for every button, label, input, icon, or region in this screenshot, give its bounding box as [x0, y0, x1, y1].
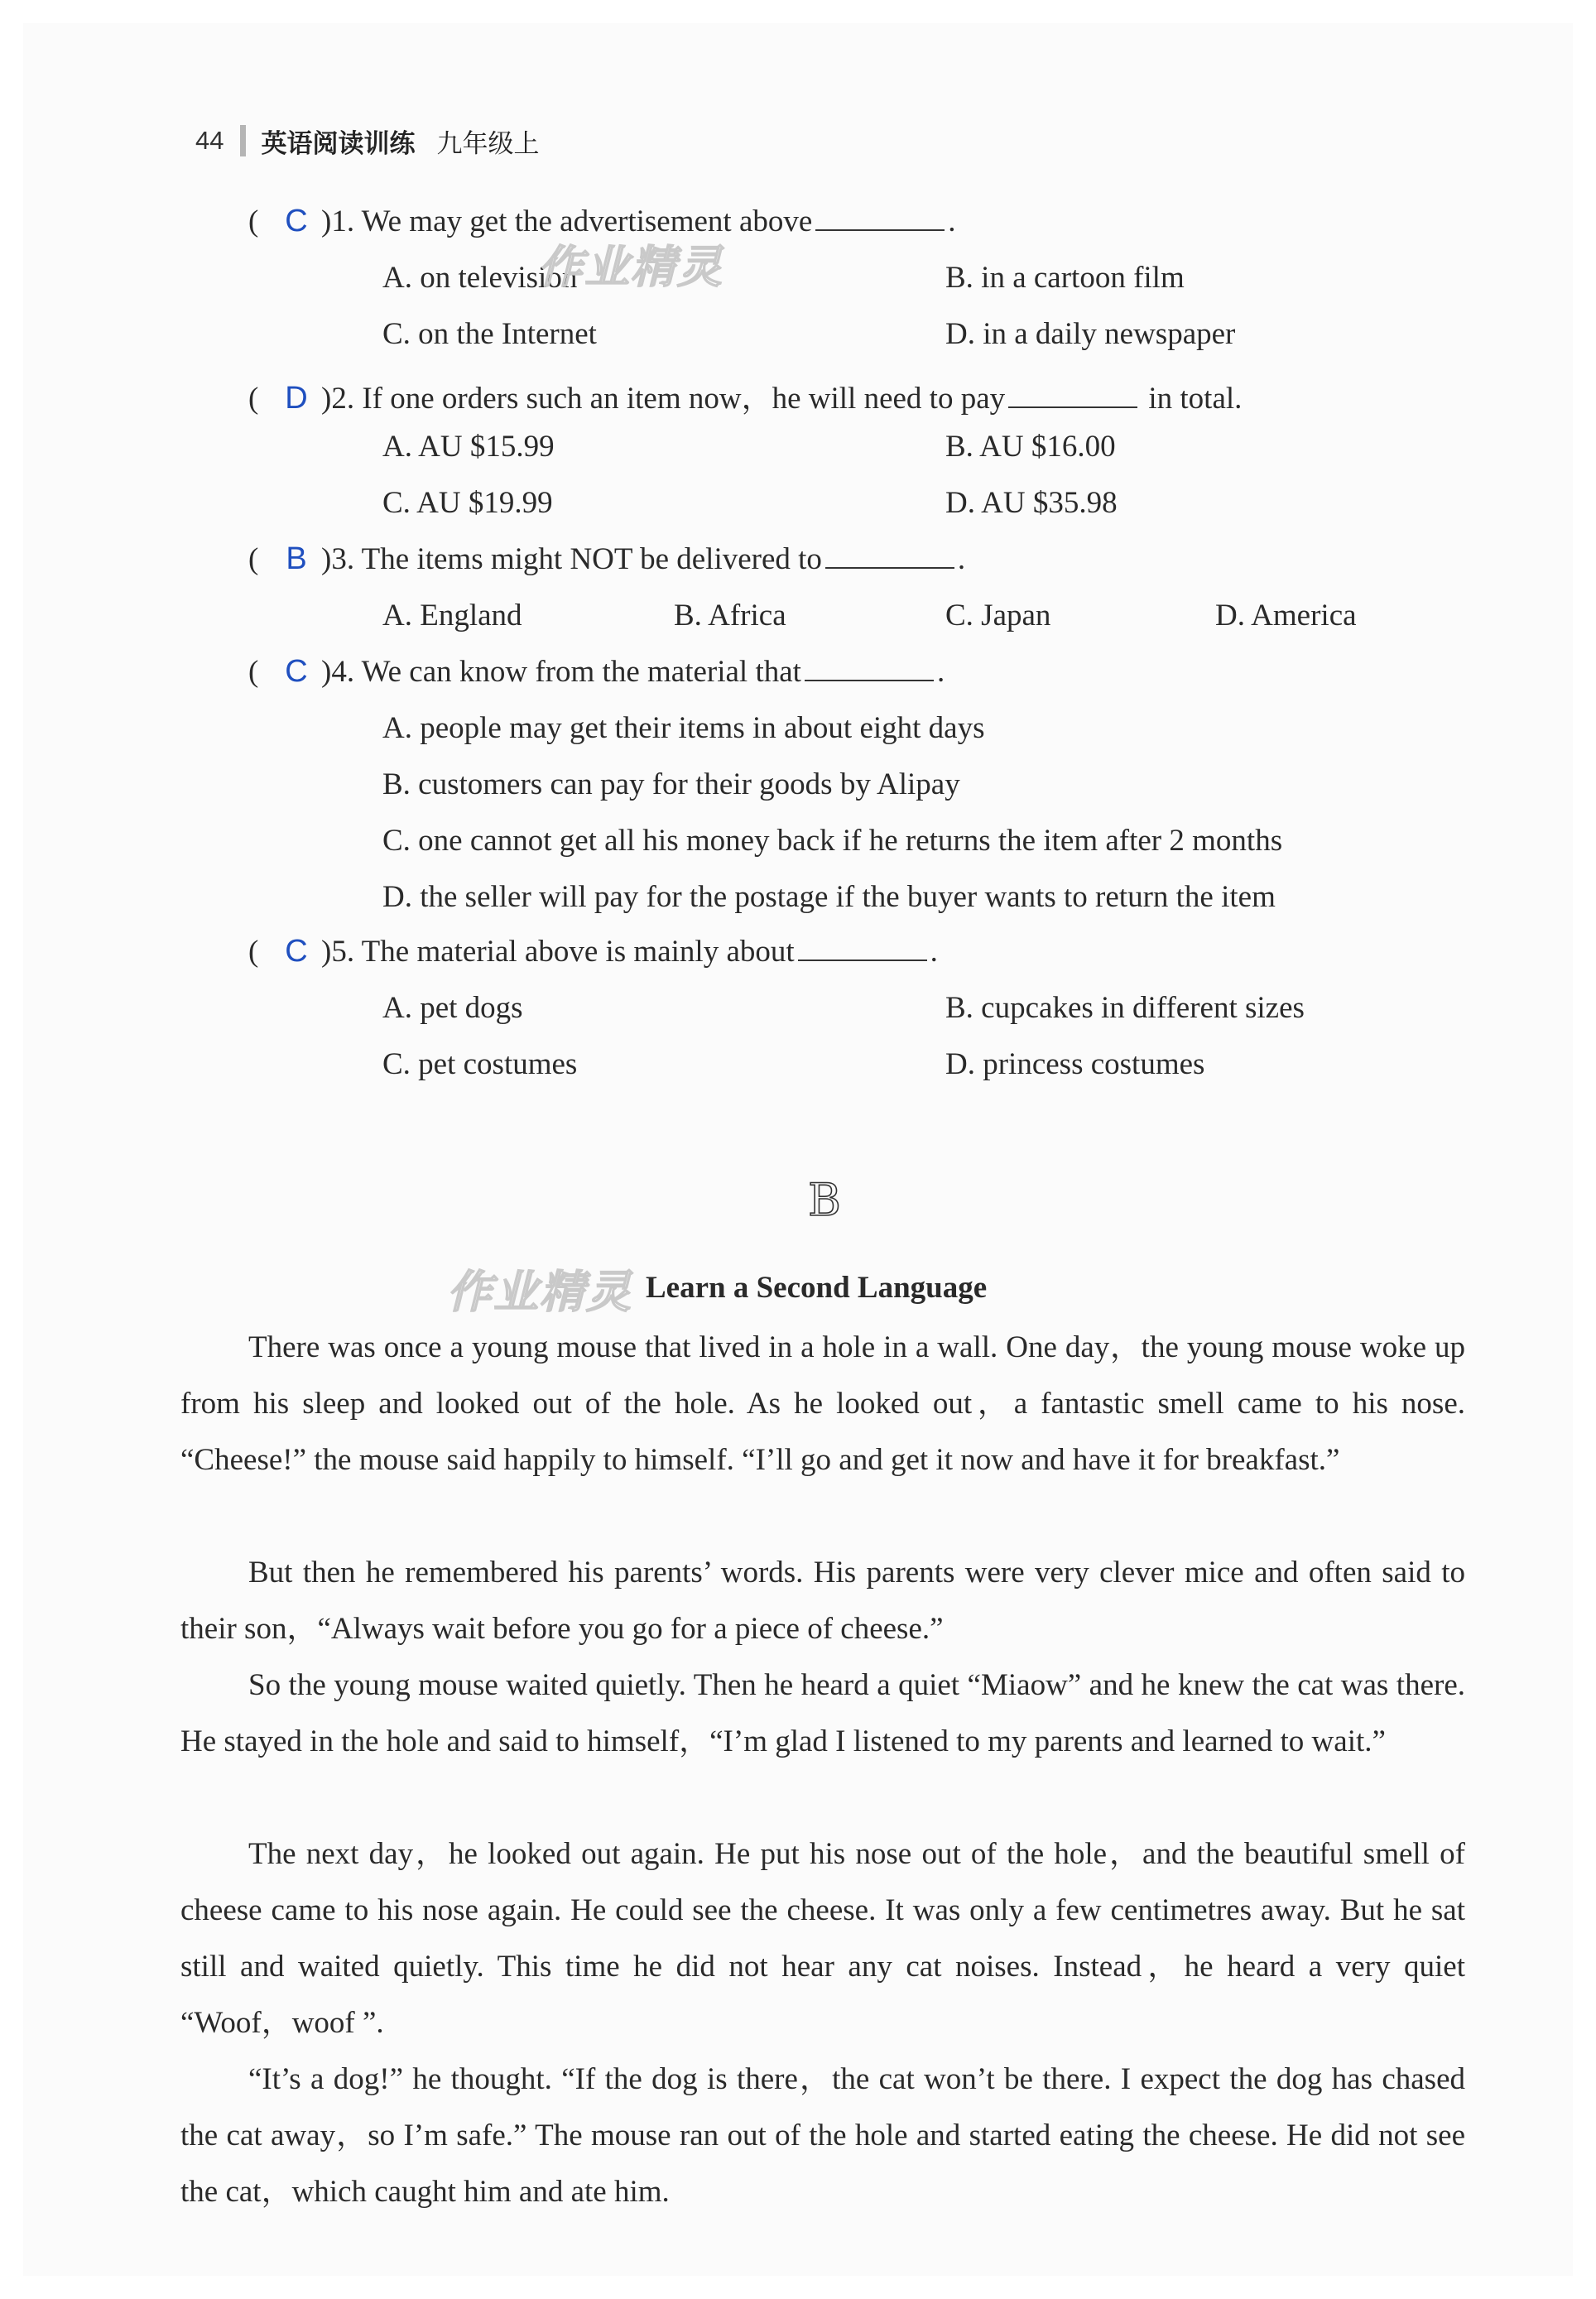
option-d: D. AU $35.98	[945, 486, 1118, 520]
option-d: D. America	[1215, 599, 1357, 632]
grade-label: 九年级上	[436, 128, 540, 159]
question-1: ( C )1. We may get the advertisement above .	[248, 204, 956, 238]
option-c: C. Japan	[945, 599, 1051, 632]
answer-mark: C	[285, 934, 308, 969]
option-c: C. pet costumes	[382, 1047, 578, 1081]
book-title: 英语阅读训练	[261, 128, 416, 159]
passage-paragraph: There was once a young mouse that lived in a hole in a wall. One day，the young mouse woke up from his sleep and looked out of the hole. As he looked out，a fantastic smell came to his nose. “Cheese!” the mouse said happily to himself. “I’ll go and get it now and have it for breakfast.”	[180, 1330, 1465, 1477]
answer-blank	[815, 206, 945, 231]
option-d: D. the seller will pay for the postage if the buyer wants to return the item	[382, 880, 1276, 914]
option-b: B. cupcakes in different sizes	[945, 991, 1305, 1025]
answer-mark: D	[285, 381, 308, 416]
option-a: A. England	[382, 599, 522, 632]
option-c: C. on the Internet	[382, 317, 597, 351]
option-d: D. princess costumes	[945, 1047, 1205, 1081]
watermark-logo: 作业精灵	[447, 1266, 632, 1318]
page-number: 44	[195, 126, 224, 155]
passage-paragraph: “It’s a dog!” he thought. “If the dog is there，the cat won’t be there. I expect the dog has chased the cat away，so I’m safe.” The mouse ran out of the hole and started eating the cheese. He did not see the cat，which caught him and ate him.	[180, 2062, 1465, 2209]
answer-blank	[825, 544, 954, 569]
answer-mark: C	[285, 204, 308, 238]
watermark-logo: 作业精灵	[538, 241, 723, 293]
option-c: C. AU $19.99	[382, 486, 553, 520]
passage-paragraph: The next day，he looked out again. He put his nose out of the hole，and the beautiful smell of cheese came to his nose again. He could see the cheese. It was only a few centimetres away. But he sat still and waited quietly. This time he did not hear any cat noises. Instead，he heard a very quiet “Woof，woof ”.	[180, 1837, 1465, 2040]
answer-blank	[798, 936, 927, 961]
question-stem: The items might NOT be delivered to	[361, 542, 822, 576]
answer-blank	[805, 657, 934, 681]
option-b: B. AU $16.00	[945, 430, 1116, 464]
option-a: A. AU $15.99	[382, 430, 555, 464]
answer-mark: C	[285, 654, 308, 689]
option-b: B. in a cartoon film	[945, 261, 1185, 295]
option-a: A. pet dogs	[382, 991, 523, 1025]
question-4: ( C )4. We can know from the material that .	[248, 654, 945, 689]
option-b: B. Africa	[674, 599, 786, 632]
option-a: A. people may get their items in about eight days	[382, 711, 985, 745]
question-stem: We may get the advertisement above	[361, 204, 813, 238]
passage-paragraph: So the young mouse waited quietly. Then he heard a quiet “Miaow” and he knew the cat was there. He stayed in the hole and said to himself，“I’m glad I listened to my parents and learned to wait.”	[180, 1668, 1465, 1758]
section-b-mark	[800, 1176, 849, 1225]
section-letter	[800, 1176, 849, 1229]
option-b: B. customers can pay for their goods by Alipay	[382, 767, 960, 801]
question-stem: The material above is mainly about	[361, 935, 795, 969]
passage-paragraph: But then he remembered his parents’ words. His parents were very clever mice and often said to their son，“Always wait before you go for a piece of cheese.”	[180, 1556, 1465, 1646]
svg-text:B: B	[808, 1176, 841, 1225]
question-2: ( D )2. If one orders such an item now，he will need to pay in total.	[248, 381, 1243, 416]
answer-mark: B	[286, 541, 307, 576]
header-divider	[240, 125, 246, 156]
question-3: ( B )3. The items might NOT be delivered to .	[248, 541, 966, 576]
passage-title: Learn a Second Language	[646, 1271, 988, 1305]
question-5: ( C )5. The material above is mainly about .	[248, 934, 938, 969]
question-stem: We can know from the material that	[361, 655, 801, 689]
page-header	[195, 123, 539, 159]
answer-blank	[1008, 383, 1137, 408]
option-d: D. in a daily newspaper	[945, 317, 1236, 351]
question-stem: If one orders such an item now，he will need to pay	[362, 382, 1006, 416]
option-c: C. one cannot get all his money back if he returns the item after 2 months	[382, 824, 1283, 858]
option-a: A. on television	[382, 261, 578, 295]
